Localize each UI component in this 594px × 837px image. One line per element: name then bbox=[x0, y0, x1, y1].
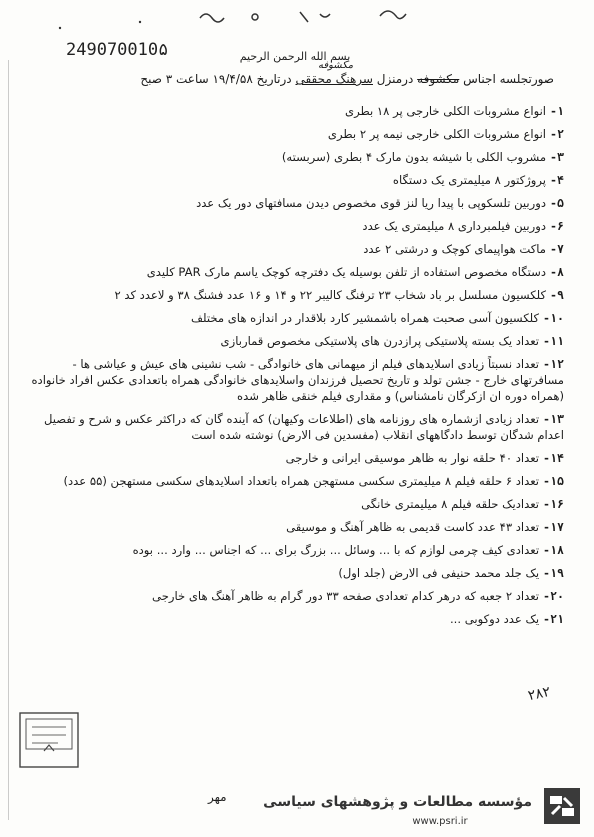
list-item bbox=[19, 589, 564, 605]
watermark-text: مؤسسه مطالعات و پژوهشهای سیاسی bbox=[263, 794, 532, 810]
item-number: ۱۲- bbox=[543, 356, 564, 371]
item-text: تعداد ۴۰ حلقه نوار به ظاهر موسیقی ایرانی و خارجی bbox=[285, 450, 540, 465]
list-item bbox=[19, 219, 564, 235]
item-list bbox=[19, 104, 564, 635]
top-handwritten-marks bbox=[0, 0, 594, 40]
item-number: ۵- bbox=[550, 195, 564, 210]
item-text: انواع مشروبات الکلی خارجی نیمه پر ۲ بطری bbox=[327, 126, 547, 141]
item-text: تعداد یک بسته پلاستیکی پرازدرن های پلاستیکی مخصوص قماربازی bbox=[220, 333, 540, 348]
item-number: ۱۱- bbox=[543, 333, 564, 348]
item-number: ۱۶- bbox=[543, 496, 564, 511]
bismillah: بسم الله الرحمن الرحیم bbox=[239, 50, 351, 63]
heading-mid: درمنزل bbox=[376, 72, 414, 86]
list-item bbox=[19, 474, 564, 490]
item-number: ۱۳- bbox=[543, 411, 564, 426]
item-number: ۱- bbox=[550, 104, 564, 118]
document-heading bbox=[24, 72, 554, 86]
item-text: تعداد ۲ جعبه که درهر کدام تعدادی صفحه ۳۳ دور گرام به ظاهر آهنگ های خارجی bbox=[152, 588, 540, 603]
item-number: ۱۰- bbox=[543, 310, 564, 325]
item-text: تعداد نسبتاً زیادی اسلایدهای فیلم از میهمانی های خانوادگی - شب نشینی های عیش و عیاشی ها - مسافرتهای خارج - جشن تولد و تاریخ تحصیل فرزندان واسلایدهای خانوادگی همراه باتعدادی عکس افراد خانواده (همراه دوره ان ازکرگان نامشناس) و مقداری فیلم خنقی ظاهر شده bbox=[31, 356, 564, 403]
list-item bbox=[19, 520, 564, 536]
item-number: ۱۵- bbox=[543, 473, 564, 488]
list-item bbox=[19, 150, 564, 166]
list-item bbox=[19, 196, 564, 212]
item-number: ۱۷- bbox=[543, 519, 564, 534]
list-item bbox=[19, 104, 564, 120]
list-item bbox=[19, 242, 564, 258]
margin-annotation: ۲۸۲ bbox=[526, 683, 552, 705]
item-text: تعدادی کیف چرمی لوازم که با ... وسائل ... بزرگ برای ... که اجناس ... وارد ... بوده bbox=[132, 542, 540, 557]
list-item bbox=[19, 412, 564, 444]
item-number: ۴- bbox=[550, 172, 564, 187]
signature-mark: مهر bbox=[208, 790, 227, 804]
list-item bbox=[19, 566, 564, 582]
item-number: ۱۸- bbox=[543, 542, 564, 557]
document-number: 249070010۵ bbox=[66, 40, 169, 60]
item-text: تعداد زیادی ازشماره های روزنامه های (اطلاعات وکیهان) که آینده گان که دراکثر عکس و شرح و تفصیل اعدام شدگان توسط دادگاههای انقلاب (مفسدین فی الارض) نوشته شده است bbox=[44, 411, 564, 442]
item-number: ۲۰- bbox=[543, 588, 564, 603]
item-number: ۲۱- bbox=[543, 611, 564, 626]
item-text: انواع مشروبات الکلی خارجی پر ۱۸ بطری bbox=[345, 104, 547, 118]
item-number: ۷- bbox=[550, 241, 564, 256]
heading-suffix: درتاریخ ۱۹/۴/۵۸ ساعت ۳ صبح bbox=[140, 72, 292, 86]
item-text: یک عدد دوکوبی ... bbox=[450, 611, 540, 626]
item-number: ۶- bbox=[550, 218, 564, 233]
list-item bbox=[19, 311, 564, 327]
item-text: کلکسیون آسی صحبت همراه باشمشیر کارد بلاقدار در اندازه های مختلف bbox=[191, 310, 540, 325]
item-number: ۹- bbox=[550, 287, 564, 302]
item-text: ماکت هواپیمای کوچک و درشتی ۲ عدد bbox=[363, 241, 547, 256]
list-item bbox=[19, 127, 564, 143]
list-item bbox=[19, 357, 564, 405]
list-item bbox=[19, 334, 564, 350]
heading-crossed-word: مکشوفه bbox=[417, 72, 460, 86]
item-text: تعداد ۶ حلقه فیلم ۸ میلیمتری سکسی مستهجن همراه باتعداد اسلایدهای سکسی مستهجن (۵۵ عدد) bbox=[63, 473, 540, 488]
inserted-correction: مکشوفه bbox=[318, 60, 354, 71]
item-number: ۸- bbox=[550, 264, 564, 279]
item-text: تعداد ۴۳ عدد کاست قدیمی به ظاهر آهنگ و موسیقی bbox=[286, 519, 540, 534]
watermark-url: www.psri.ir bbox=[412, 816, 468, 827]
list-item bbox=[19, 173, 564, 189]
list-item bbox=[19, 265, 564, 281]
list-item bbox=[19, 612, 564, 628]
item-text: پروژکتور ۸ میلیمتری یک دستگاه bbox=[392, 172, 547, 187]
item-text: دوربین فیلمبرداری ۸ میلیمتری یک عدد bbox=[362, 218, 547, 233]
item-number: ۱۴- bbox=[543, 450, 564, 465]
item-text: تعدادیک حلقه فیلم ۸ میلیمتری خانگی bbox=[361, 496, 540, 511]
item-number: ۳- bbox=[550, 149, 564, 164]
list-item bbox=[19, 451, 564, 467]
item-text: یک جلد محمد حنیفی فی الارض (جلد اول) bbox=[338, 565, 540, 580]
archive-stamp-icon bbox=[14, 705, 84, 775]
institute-logo-icon bbox=[540, 784, 584, 828]
item-text: دستگاه مخصوص استفاده از تلفن بوسیله یک دفترچه کوچک یاسم مارک PAR کلیدی bbox=[146, 264, 547, 279]
heading-prefix: صورتجلسه اجناس bbox=[463, 72, 554, 86]
list-item bbox=[19, 288, 564, 304]
item-number: ۲- bbox=[550, 126, 564, 141]
list-item bbox=[19, 497, 564, 513]
item-text: مشروب الکلی با شیشه بدون مارک ۴ بطری (سربسته) bbox=[281, 149, 547, 164]
heading-underlined-name: سرهنگ محققی bbox=[295, 72, 373, 86]
item-text: دوربین تلسکوپی با پیدا ریا لنز قوی مخصوص دیدن مسافتهای دور یک عدد bbox=[196, 195, 547, 210]
item-number: ۱۹- bbox=[543, 565, 564, 580]
item-text: کلکسیون مسلسل بر باد شخاب ۲۳ ترفنگ کالیبر ۲۲ و ۱۴ و ۱۶ عدد فشنگ ۳۸ و لاعدد کد ۲ bbox=[114, 287, 547, 302]
list-item bbox=[19, 543, 564, 559]
